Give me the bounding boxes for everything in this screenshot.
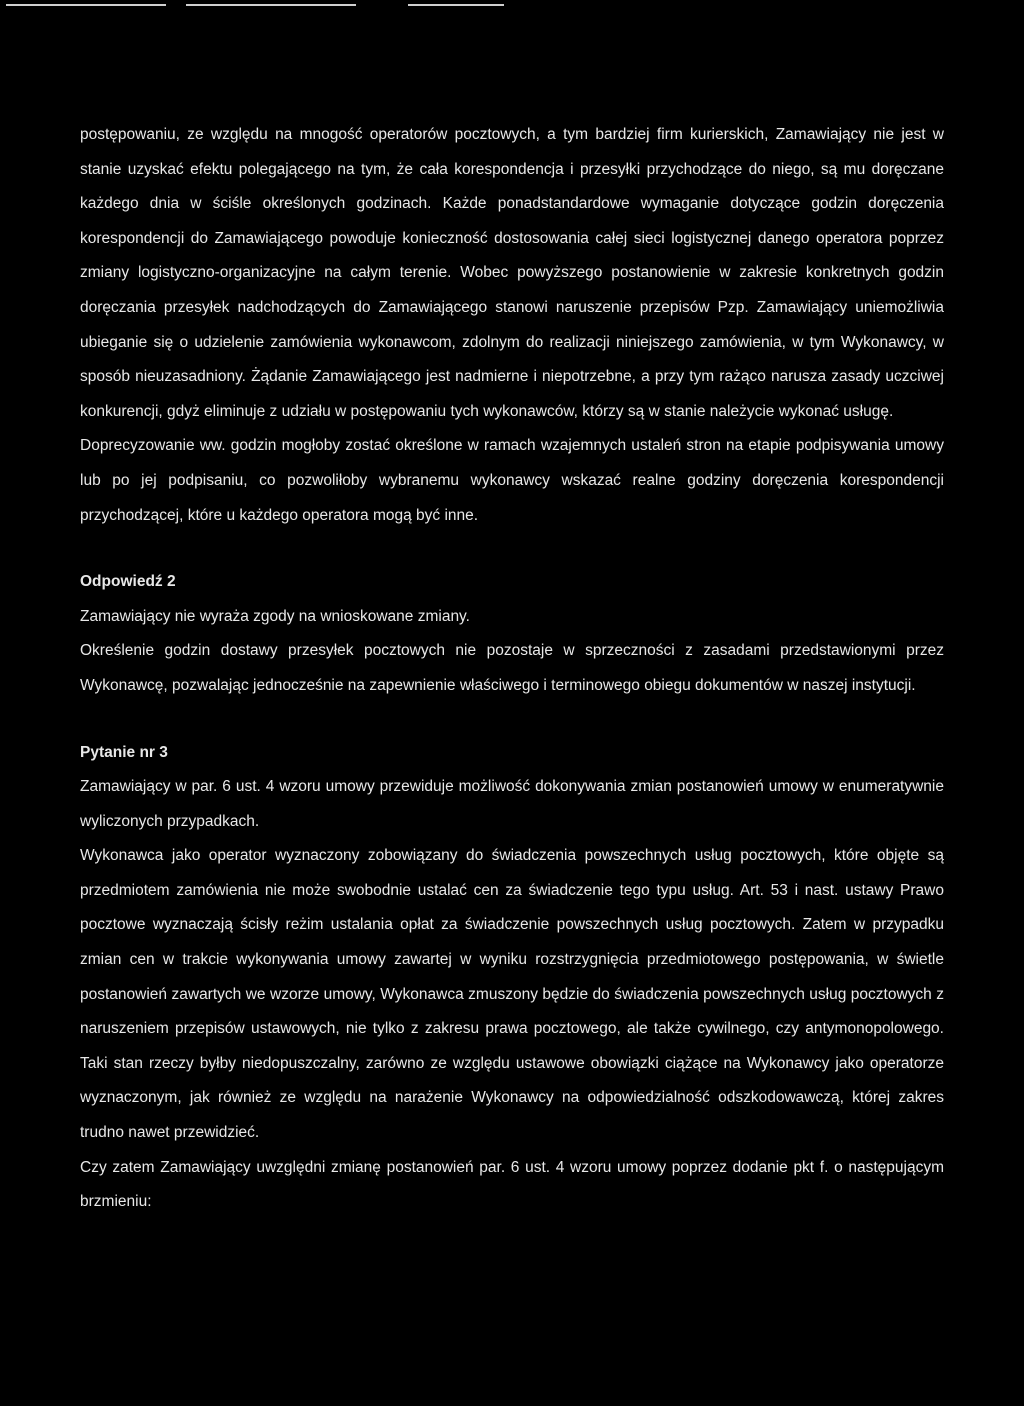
answer-2-heading: Odpowiedź 2 (80, 573, 176, 591)
paragraph-precision: Doprecyzowanie ww. godzin mogłoby zostać określone w ramach wzajemnych ustaleń stron na etapie podpisywania umowy lub po jej podpisaniu, co pozwoliłoby wybranemu wykonawcy wskazać realne godziny doręczenia korespondencji przychodzącej, które u każdego operatora mogą być inne. (80, 437, 944, 524)
section-gap (80, 533, 944, 565)
top-scan-rule (408, 4, 504, 6)
top-scan-rule (186, 4, 356, 6)
answer-2-paragraph-2: Określenie godzin dostawy przesyłek pocztowych nie pozostaje w sprzeczności z zasadami przedstawionymi przez Wykonawcę, pozwalając jednocześnie na zapewnienie właściwego i terminowego obiegu dokumentów w naszej instytucji. (80, 642, 944, 694)
question-3-heading: Pytanie nr 3 (80, 743, 168, 761)
section-gap (80, 704, 944, 736)
question-3-paragraph-3: Czy zatem Zamawiający uwzględni zmianę postanowień par. 6 ust. 4 wzoru umowy poprzez dodanie pkt f. o następującym brzmieniu: (80, 1158, 944, 1211)
document-page (80, 118, 944, 1220)
question-3-paragraph-1: Zamawiający w par. 6 ust. 4 wzoru umowy przewiduje możliwość dokonywania zmian postanowień umowy w enumeratywnie wyliczonych przypadkach. (80, 778, 944, 830)
paragraph-intro: postępowaniu, ze względu na mnogość operatorów pocztowych, a tym bardziej firm kurierskich, Zamawiający nie jest w stanie uzyskać efektu polegającego na tym, że cała korespondencja i przesyłki przychodzące do niego, są mu doręczane każdego dnia w ściśle określonych godzinach. Każde ponadstandardowe wymaganie dotyczące godzin doręczenia korespondencji do Zamawiającego powoduje konieczność dostosowania całej sieci logistycznej danego operatora poprzez zmiany logistyczno-organizacyjne na całym terenie. Wobec powyższego postanowienie w zakresie konkretnych godzin doręczania przesyłek nadchodzących do Zamawiającego stanowi naruszenie przepisów Pzp. Zamawiający uniemożliwia ubieganie się o udzielenie zamówienia wykonawcom, zdolnym do realizacji niniejszego zamówienia, w tym Wykonawcy, w sposób nieuzasadniony. Żądanie Zamawiającego jest nadmierne i niepotrzebne, a przy tym rażąco narusza zasady uczciwej konkurencji, gdyż eliminuje z udziału w postępowaniu tych wykonawców, którzy są w stanie należycie wykonać usługę. (80, 126, 944, 420)
answer-2-paragraph-1: Zamawiający nie wyraża zgody na wnioskowane zmiany. (80, 607, 470, 625)
question-3-paragraph-2: Wykonawca jako operator wyznaczony zobowiązany do świadczenia powszechnych usług pocztowych, które objęte są przedmiotem zamówienia nie może swobodnie ustalać cen za świadczenie tego typu usług. Art. 53 i nast. ustawy Prawo pocztowe wyznaczają ścisły reżim ustalania opłat za świadczenie powszechnych usług pocztowych. Zatem w przypadku zmian cen w trakcie wykonywania umowy zawartej w wyniku rozstrzygnięcia przedmiotowego postępowania, w świetle postanowień zawartych we wzorze umowy, Wykonawca zmuszony będzie do świadczenia powszechnych usług pocztowych z naruszeniem przepisów ustawowych, nie tylko z zakresu prawa pocztowego, ale także cywilnego, czy antymonopolowego. Taki stan rzeczy byłby niedopuszczalny, zarówno ze względu ustawowe obowiązki ciążące na Wykonawcy jako operatorze wyznaczonym, jak również ze względu na narażenie Wykonawcy na odpowiedzialność odszkodowawczą, której zakres trudno nawet przewidzieć. (80, 847, 944, 1142)
top-scan-rule (6, 4, 166, 6)
